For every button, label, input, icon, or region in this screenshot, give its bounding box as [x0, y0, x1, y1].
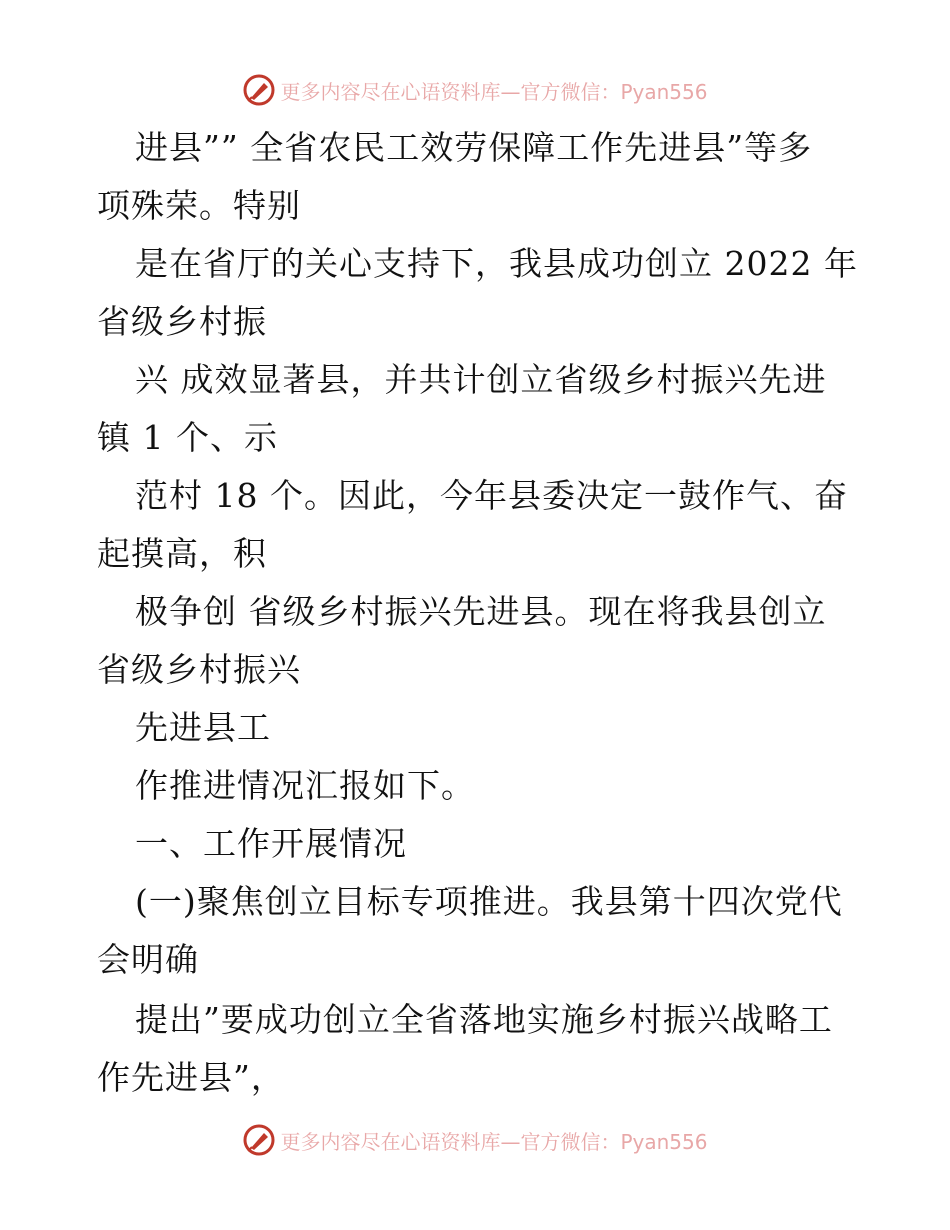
body-line: 作先进县”，: [97, 1058, 285, 1097]
watermark-text: 更多内容尽在心语资料库—官方微信：Pyan556: [280, 79, 708, 104]
body-line: 提出”要成功创立全省落地实施乡村振兴战略工: [135, 1000, 833, 1039]
header-watermark: [0, 70, 950, 110]
body-line: 是在省厅的关心支持下，我县成功创立 2022 年: [135, 244, 858, 283]
section-heading: 一、工作开展情况: [135, 824, 407, 863]
body-line: 省级乡村振: [97, 302, 267, 341]
body-line: 起摸高，积: [97, 534, 267, 573]
body-line: 兴 成效显著县，并共计创立省级乡村振兴先进: [135, 360, 827, 399]
body-line: 作推进情况汇报如下。: [135, 766, 475, 805]
body-line: 镇 1 个、示: [97, 418, 278, 457]
body-line: 极争创 省级乡村振兴先进县。现在将我县创立: [135, 592, 827, 631]
body-line: 省级乡村振兴: [97, 650, 301, 689]
body-line: (一)聚焦创立目标专项推进。我县第十四次党代: [135, 882, 843, 921]
footer-watermark: [0, 1120, 950, 1160]
body-line: 进县”” 全省农民工效劳保障工作先进县”等多: [135, 128, 813, 167]
body-line: 会明确: [97, 940, 199, 979]
body-line: 项殊荣。特别: [97, 186, 301, 225]
pen-nib-logo-icon: [242, 1123, 276, 1157]
watermark-text: 更多内容尽在心语资料库—官方微信：Pyan556: [280, 1129, 708, 1154]
pen-nib-logo-icon: [242, 73, 276, 107]
body-line: 范村 18 个。因此，今年县委决定一鼓作气、奋: [135, 476, 848, 515]
body-line: 先进县工: [135, 708, 271, 747]
